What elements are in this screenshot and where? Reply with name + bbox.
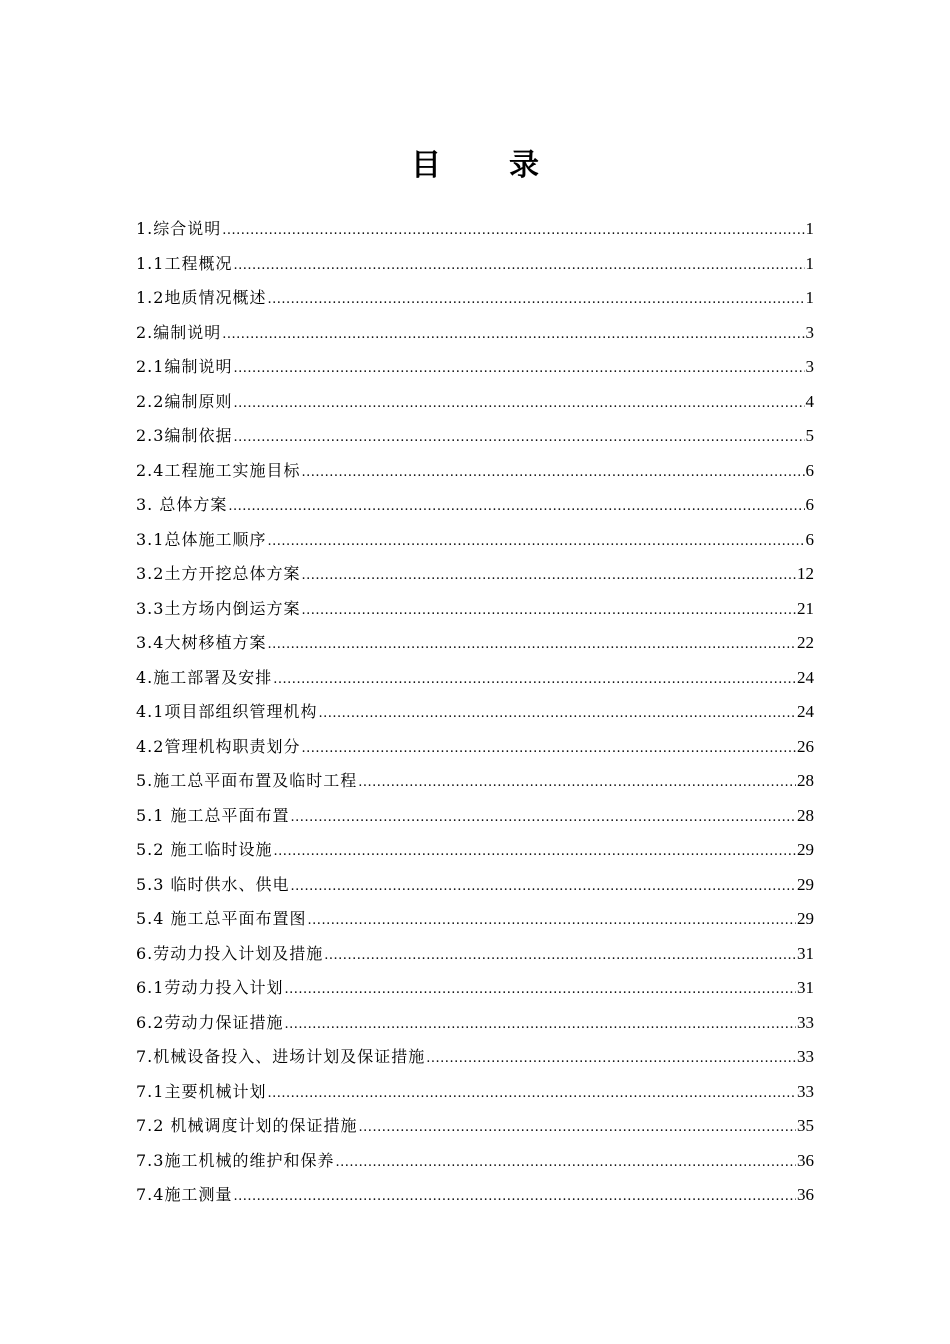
toc-entry-label: 5.施工总平面布置及临时工程 [136,771,358,790]
toc-entry-page-number: 29 [797,840,814,859]
toc-dot-leader [291,801,796,836]
toc-entry-label: 2.2编制原则 [136,391,233,411]
toc-dot-leader [233,421,804,456]
toc-entry[interactable] [136,419,814,454]
toc-entry-label: 6.2劳动力保证措施 [136,1012,284,1032]
toc-entry-label: 7.2 机械调度计划的保证措施 [136,1116,358,1135]
page-title [0,138,950,194]
toc-dot-leader [335,1146,796,1181]
toc-entry-page-number: 36 [797,1185,814,1204]
toc-dot-leader [284,1008,796,1043]
toc-entry-page-number: 29 [797,874,814,894]
toc-entry-page-number: 28 [797,805,814,825]
toc-entry-page-number: 5 [805,426,814,445]
toc-entry[interactable] [136,695,814,730]
toc-entry[interactable] [136,454,814,489]
toc-dot-leader [267,525,804,560]
toc-entry[interactable] [136,1075,814,1110]
toc-entry-label: 1.2地质情况概述 [136,288,267,307]
toc-entry-page-number: 12 [797,564,814,583]
toc-dot-leader [228,490,804,525]
toc-entry-page-number: 4 [805,391,814,411]
toc-entry[interactable] [136,937,814,972]
toc-entry[interactable] [136,1144,814,1179]
toc-entry[interactable] [136,488,814,523]
toc-entry-page-number: 1 [805,253,814,273]
toc-entry-page-number: 36 [797,1150,814,1170]
toc-entry-label: 6.劳动力投入计划及措施 [136,943,324,963]
toc-entry-page-number: 22 [797,633,814,652]
toc-dot-leader [274,835,796,870]
toc-dot-leader [359,1111,796,1146]
toc-entry-label: 1.综合说明 [136,219,222,238]
toc-entry-page-number: 6 [805,529,814,549]
toc-entry-page-number: 31 [797,943,814,963]
toc-entry-label: 4.2管理机构职责划分 [136,736,301,756]
toc-entry[interactable] [136,350,814,385]
toc-dot-leader [308,904,796,939]
toc-entry-label: 7.3施工机械的维护和保养 [136,1150,335,1170]
toc-entry-page-number: 28 [797,771,814,790]
toc-entry[interactable] [136,868,814,903]
toc-entry-page-number: 33 [797,1047,814,1066]
toc-entry-page-number: 1 [805,288,814,307]
toc-entry-page-number: 21 [797,598,814,618]
toc-entry-label: 7.1主要机械计划 [136,1081,267,1101]
toc-entry-label: 6.1劳动力投入计划 [136,978,284,997]
toc-entry-page-number: 33 [797,1081,814,1101]
toc-entry[interactable] [136,1006,814,1041]
toc-entry[interactable] [136,730,814,765]
toc-dot-leader [291,870,796,905]
toc-dot-leader [301,456,804,491]
toc-entry-page-number: 31 [797,978,814,997]
toc-entry[interactable] [136,833,814,868]
toc-entry-label: 1.1工程概况 [136,253,233,273]
toc-entry-page-number: 35 [797,1116,814,1135]
toc-entry-page-number: 29 [797,909,814,928]
toc-dot-leader [426,1042,796,1077]
toc-entry-label: 2.1编制说明 [136,357,233,376]
toc-entry-label: 5.2 施工临时设施 [136,840,273,859]
toc-entry[interactable] [136,1109,814,1144]
toc-entry-label: 5.3 临时供水、供电 [136,874,290,894]
toc-entry[interactable] [136,626,814,661]
toc-dot-leader [267,1077,796,1112]
toc-entry-page-number: 24 [797,702,814,721]
toc-entry-label: 3.1总体施工顺序 [136,529,267,549]
toc-entry[interactable] [136,902,814,937]
toc-dot-leader [324,939,796,974]
toc-entry-label: 3.3土方场内倒运方案 [136,598,301,618]
toc-entry-label: 2.编制说明 [136,322,222,342]
toc-entry-page-number: 3 [805,357,814,376]
toc-dot-leader [222,214,804,249]
toc-entry[interactable] [136,592,814,627]
toc-entry[interactable] [136,281,814,316]
toc-entry[interactable] [136,385,814,420]
toc-entry-label: 5.4 施工总平面布置图 [136,909,307,928]
table-of-contents [136,212,814,1213]
toc-entry[interactable] [136,799,814,834]
title-char-1: 目 [411,148,441,183]
toc-entry[interactable] [136,1178,814,1213]
toc-dot-leader [284,973,796,1008]
toc-entry-page-number: 1 [805,219,814,238]
toc-entry-label: 4.1项目部组织管理机构 [136,702,318,721]
toc-entry-page-number: 6 [805,495,814,514]
toc-entry-page-number: 24 [797,667,814,687]
toc-entry-label: 2.4工程施工实施目标 [136,460,301,480]
toc-dot-leader [233,387,804,422]
toc-dot-leader [233,249,804,284]
toc-dot-leader [301,732,796,767]
toc-entry[interactable] [136,523,814,558]
toc-entry-label: 3.2土方开挖总体方案 [136,564,301,583]
toc-dot-leader [318,697,796,732]
toc-dot-leader [222,318,804,353]
toc-dot-leader [267,628,796,663]
toc-dot-leader [273,663,796,698]
toc-entry[interactable] [136,212,814,247]
toc-entry-page-number: 33 [797,1012,814,1032]
toc-entry-page-number: 26 [797,736,814,756]
toc-entry-label: 5.1 施工总平面布置 [136,805,290,825]
toc-entry-label: 7.4施工测量 [136,1185,233,1204]
toc-entry-label: 4.施工部署及安排 [136,667,273,687]
toc-entry-label: 2.3编制依据 [136,426,233,445]
toc-entry[interactable] [136,971,814,1006]
toc-entry[interactable] [136,247,814,282]
toc-entry-label: 3.4大树移植方案 [136,633,267,652]
toc-entry[interactable] [136,764,814,799]
toc-dot-leader [267,283,804,318]
toc-dot-leader [301,559,796,594]
title-char-2: 录 [509,148,539,183]
toc-dot-leader [301,594,796,629]
toc-dot-leader [233,352,804,387]
toc-entry-page-number: 6 [805,460,814,480]
toc-entry[interactable] [136,661,814,696]
toc-entry[interactable] [136,1040,814,1075]
toc-dot-leader [358,766,796,801]
toc-entry-label: 7.机械设备投入、进场计划及保证措施 [136,1047,426,1066]
toc-entry-page-number: 3 [805,322,814,342]
toc-entry[interactable] [136,557,814,592]
toc-entry[interactable] [136,316,814,351]
toc-dot-leader [233,1180,796,1215]
toc-entry-label: 3. 总体方案 [136,495,228,514]
